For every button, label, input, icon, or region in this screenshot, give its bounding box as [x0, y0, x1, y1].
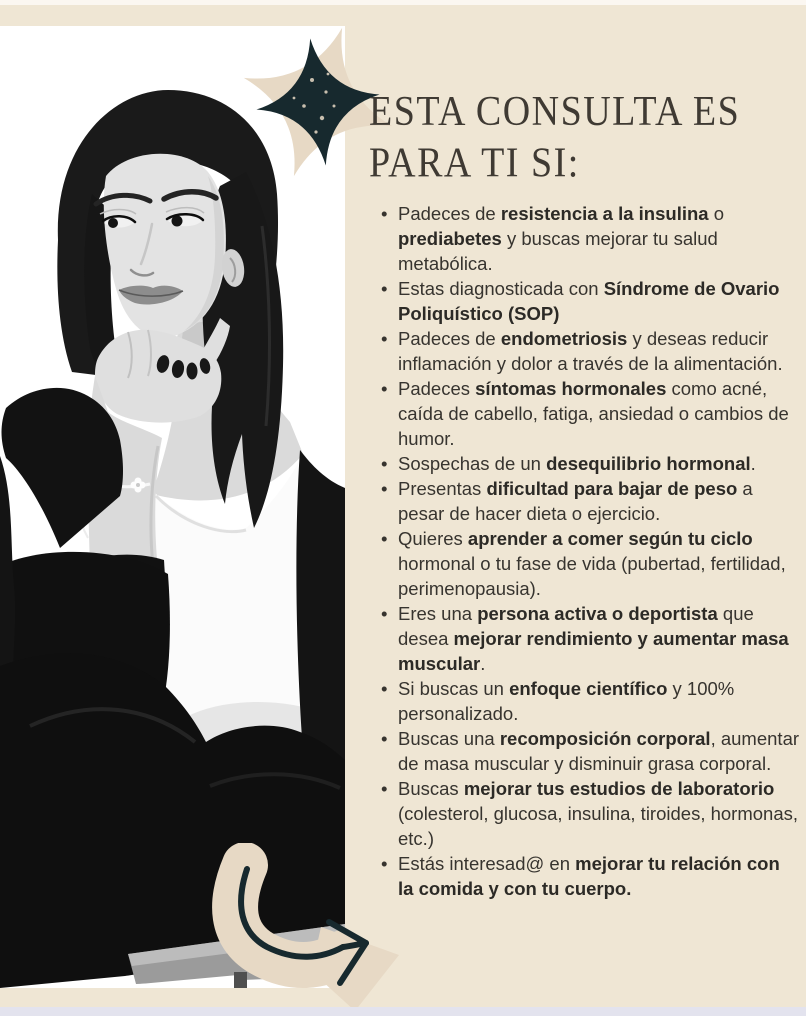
bullet-item-5: • Sospechas de un desequilibrio hormonal.	[376, 451, 800, 476]
bullet-item-6: • Presentas dificultad para bajar de peso a pesar de hacer dieta o ejercicio.	[376, 476, 800, 526]
title-line-1: ESTA CONSULTA ES	[369, 88, 741, 136]
bullet-item-7: • Quieres aprender a comer según tu ciclo hormonal o tu fase de vida (pubertad, fertilidad, perimenopausia).	[376, 526, 800, 601]
top-highlight-strip	[0, 0, 806, 5]
bullet-item-10: • Buscas una recomposición corporal, aumentar de masa muscular y disminuir grasa corporal.	[376, 726, 800, 776]
bullet-item-4: • Padeces síntomas hormonales como acné, caída de cabello, fatiga, ansiedad o cambios de humor.	[376, 376, 800, 451]
bullet-item-8: • Eres una persona activa o deportista que desea mejorar rendimiento y aumentar masa muscular.	[376, 601, 800, 676]
consulta-bullet-list	[376, 201, 800, 901]
bullet-item-3: • Padeces de endometriosis y deseas reducir inflamación y dolor a través de la alimentación.	[376, 326, 800, 376]
bullet-item-1: • Padeces de resistencia a la insulina o prediabetes y buscas mejorar tu salud metabólica.	[376, 201, 800, 276]
title-line-2: PARA TI SI:	[369, 139, 580, 187]
bottom-strip	[0, 1007, 806, 1016]
bullet-item-2: • Estas diagnosticada con Síndrome de Ovario Poliquístico (SOP)	[376, 276, 800, 326]
curved-arrow-icon	[203, 843, 403, 1013]
bullet-item-9: • Si buscas un enfoque científico y 100% personalizado.	[376, 676, 800, 726]
bullet-item-12: • Estás interesad@ en mejorar tu relación con la comida y con tu cuerpo.	[376, 851, 800, 901]
bullet-item-11: • Buscas mejorar tus estudios de laboratorio (colesterol, glucosa, insulina, tiroides, hormonas, etc.)	[376, 776, 800, 851]
page-title	[369, 86, 805, 189]
